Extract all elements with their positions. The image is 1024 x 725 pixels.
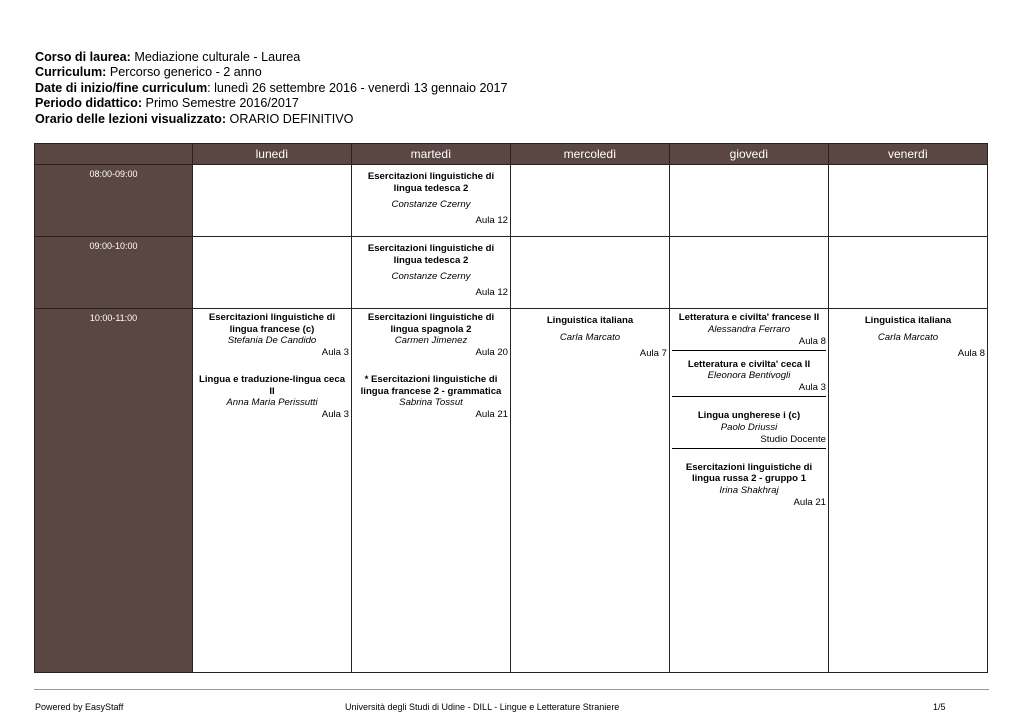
course-value: Mediazione culturale - Laurea [130, 50, 301, 64]
footer-page-number: 1/5 [933, 702, 946, 712]
schedule-cell [511, 237, 670, 309]
corner-header [35, 144, 193, 165]
dates-line [35, 81, 508, 96]
footer-powered-by: Powered by EasyStaff [35, 702, 124, 712]
lesson-title: Linguistica italiana [546, 315, 634, 326]
lesson-title: Esercitazioni linguistiche di lingua russa 2 - gruppo 1 [685, 461, 813, 484]
lesson-title: Lingua e traduzione-lingua ceca II [198, 374, 346, 397]
time-slot-row [35, 309, 988, 673]
lesson-teacher: Carla Marcato [877, 331, 939, 343]
lesson-entry [352, 309, 510, 361]
lesson-teacher: Constanze Czerny [391, 271, 471, 282]
lesson-room: Aula 7 [639, 347, 667, 359]
schedule-cell [829, 309, 988, 673]
schedule-cell [193, 165, 352, 237]
lesson-room: Studio Docente [760, 433, 826, 445]
day-header: mercoledì [511, 144, 670, 165]
time-slot-row [35, 237, 988, 309]
document-header [35, 50, 508, 127]
lesson-teacher: Stefania De Candido [227, 335, 317, 346]
lesson-teacher: Irina Shakhraj [719, 484, 779, 496]
lesson-entry [672, 309, 826, 351]
lesson-title: Lingua ungherese i (c) [697, 410, 801, 421]
lesson-room: Aula 8 [798, 335, 826, 347]
lesson-entry [193, 309, 351, 361]
lesson-room: Aula 12 [475, 215, 508, 226]
schedule-cell [511, 309, 670, 673]
schedule-cell [352, 165, 511, 237]
course-label: Corso di laurea: [35, 50, 131, 64]
lesson-teacher: Sabrina Tossut [399, 397, 463, 408]
day-header: venerdì [829, 144, 988, 165]
lesson-room: Aula 3 [798, 382, 826, 393]
lesson-room: Aula 8 [957, 347, 985, 359]
lesson-entry [352, 165, 510, 229]
dates-value: : lunedì 26 settembre 2016 - venerdì 13 gennaio 2017 [207, 80, 508, 95]
lesson-title: Esercitazioni linguistiche di lingua tedesca 2 [367, 243, 495, 266]
schedule-cell [670, 237, 829, 309]
curriculum-line [35, 65, 508, 80]
schedule-cell [670, 309, 829, 673]
schedule-cell [193, 309, 352, 673]
lesson-entry [352, 237, 510, 301]
lesson-room: Aula 21 [475, 409, 508, 420]
schedule-line [35, 112, 508, 127]
day-header: lunedì [193, 144, 352, 165]
schedule-cell [829, 237, 988, 309]
lesson-entry [672, 407, 826, 449]
period-value: Primo Semestre 2016/2017 [142, 96, 299, 111]
footer-divider [34, 689, 989, 690]
lesson-title: Esercitazioni linguistiche di lingua francese (c) [208, 312, 336, 335]
course-line [35, 50, 508, 65]
lesson-teacher: Eleonora Bentivogli [707, 370, 791, 381]
lesson-title: Letteratura e civilta' francese II [678, 312, 820, 323]
day-header: martedì [352, 144, 511, 165]
time-slot-label: 08:00-09:00 [35, 165, 193, 237]
lesson-entry [511, 309, 669, 362]
lesson-teacher: Anna Maria Perissutti [226, 397, 318, 408]
lesson-entry [672, 356, 826, 398]
lesson-title: Esercitazioni linguistiche di lingua spagnola 2 [367, 312, 495, 335]
lesson-teacher: Constanze Czerny [391, 199, 471, 210]
schedule-cell [352, 237, 511, 309]
lesson-entry [352, 371, 510, 423]
lesson-title: * Esercitazioni linguistiche di lingua francese 2 - grammatica [360, 374, 502, 397]
lesson-teacher: Carmen Jimenez [394, 335, 468, 346]
lesson-room: Aula 20 [475, 347, 508, 358]
lesson-entry [670, 459, 828, 511]
footer-institution: Università degli Studi di Udine - DILL - Lingue e Letterature Straniere [345, 702, 620, 712]
lesson-entry [829, 309, 987, 362]
schedule-value: ORARIO DEFINITIVO [226, 111, 354, 126]
time-slot-row [35, 165, 988, 237]
day-header: giovedì [670, 144, 829, 165]
day-header-row [35, 144, 988, 165]
schedule-cell [352, 309, 511, 673]
timetable [34, 143, 988, 673]
lesson-room: Aula 21 [793, 496, 826, 508]
lesson-teacher: Paolo Driussi [720, 421, 778, 433]
period-label: Periodo didattico: [35, 96, 143, 111]
time-slot-label: 09:00-10:00 [35, 237, 193, 309]
lesson-room: Aula 12 [475, 287, 508, 298]
lesson-entry [193, 371, 351, 423]
lesson-title: Esercitazioni linguistiche di lingua tedesca 2 [367, 171, 495, 194]
period-line [35, 96, 508, 111]
lesson-room: Aula 3 [321, 409, 349, 420]
time-slot-label: 10:00-11:00 [35, 309, 193, 673]
lesson-room: Aula 3 [321, 347, 349, 358]
schedule-cell [193, 237, 352, 309]
dates-label: Date di inizio/fine curriculum [35, 80, 208, 95]
lesson-teacher: Carla Marcato [559, 331, 621, 343]
schedule-cell [670, 165, 829, 237]
lesson-teacher: Alessandra Ferraro [707, 323, 791, 335]
curriculum-value: Percorso generico - 2 anno [106, 65, 262, 80]
schedule-cell [829, 165, 988, 237]
schedule-label: Orario delle lezioni visualizzato: [35, 111, 227, 126]
curriculum-label: Curriculum: [35, 65, 107, 80]
schedule-cell [511, 165, 670, 237]
lesson-title: Letteratura e civilta' ceca II [687, 358, 811, 370]
lesson-title: Linguistica italiana [864, 315, 952, 326]
